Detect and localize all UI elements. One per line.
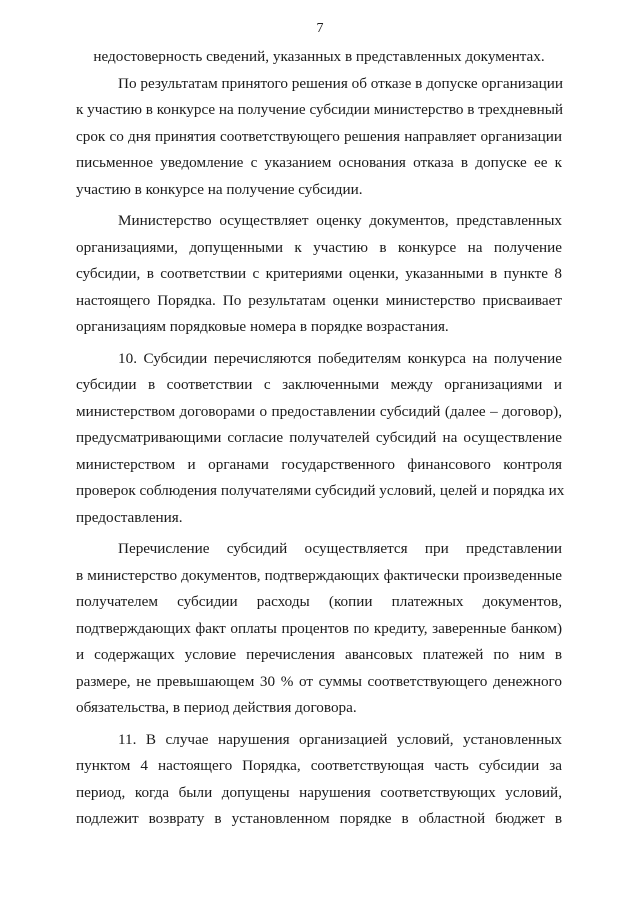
paragraph-refusal-notice [76,71,562,204]
text-line: письменное уведомление с указанием основания отказа в допуске ее к [76,154,562,171]
text-line: предусматривающими согласие получателей субсидий на осуществление [76,429,562,446]
paragraph-item-10 [76,346,565,532]
text-line: 10. Субсидии перечисляются победителям конкурса на получение [118,349,562,367]
text-line: субсидии в соответствии с заключенными между организациями и [76,376,562,393]
text-line: настоящего Порядка. По результатам оценки министерство присваивает [76,291,562,309]
text-line: организациям порядковые номера в порядке возрастания. [76,318,449,335]
text-line: субсидии, в соответствии с критериями оценки, указанными в пункте 8 [76,265,562,282]
page-number: 7 [316,21,324,36]
text-line: организациями, допущенными к участию в конкурсе на получение [76,238,562,256]
text-line: недостоверность сведений, указанных в представленных документах. [93,48,545,65]
text-line: министерством договорами о предоставлении субсидий (далее – договор), [76,402,562,420]
text-line: срок со дня принятия соответствующего решения направляет организации [76,127,562,145]
text-line: Перечисление субсидий осуществляется при представлении [118,540,562,557]
paragraph-evaluation [76,208,562,341]
text-line: пунктом 4 настоящего Порядка, соответствующая часть субсидии за [76,757,562,774]
paragraph-continuation [76,44,562,71]
text-line: Министерство осуществляет оценку документов, представленных [118,212,562,229]
text-line: подтверждающих факт оплаты процентов по кредиту, заверенные банком) [76,619,562,637]
text-line: предоставления. [76,508,183,526]
document-body [76,44,565,833]
text-line: получателем субсидии расходы (копии платежных документов, [76,593,562,610]
text-line: размере, не превышающем 30 % от суммы соответствующего денежного [76,672,562,690]
text-line: участию в конкурсе на получение субсидии. [76,180,363,198]
paragraph-item-11 [76,727,562,833]
text-line: период, когда были допущены нарушения соответствующих условий, [76,783,562,801]
text-line: 11. В случае нарушения организацией условий, установленных [118,730,562,748]
text-line: и содержащих условие перечисления авансовых платежей по ним в [76,646,562,663]
text-line: министерством и органами государственного финансового контроля [76,455,562,473]
text-line: проверок соблюдения получателями субсидий условий, целей и порядка их [76,482,565,499]
text-line: к участию в конкурсе на получение субсидии министерство в трехдневный [76,101,564,118]
paragraph-transfer [76,536,562,722]
text-line: По результатам принятого решения об отказе в допуске организации [118,74,563,92]
text-line: подлежит возврату в установленном порядке в областной бюджет в [76,810,562,827]
text-line: в министерство документов, подтверждающих фактически произведенные [76,566,562,584]
text-line: обязательства, в период действия договора. [76,699,357,716]
